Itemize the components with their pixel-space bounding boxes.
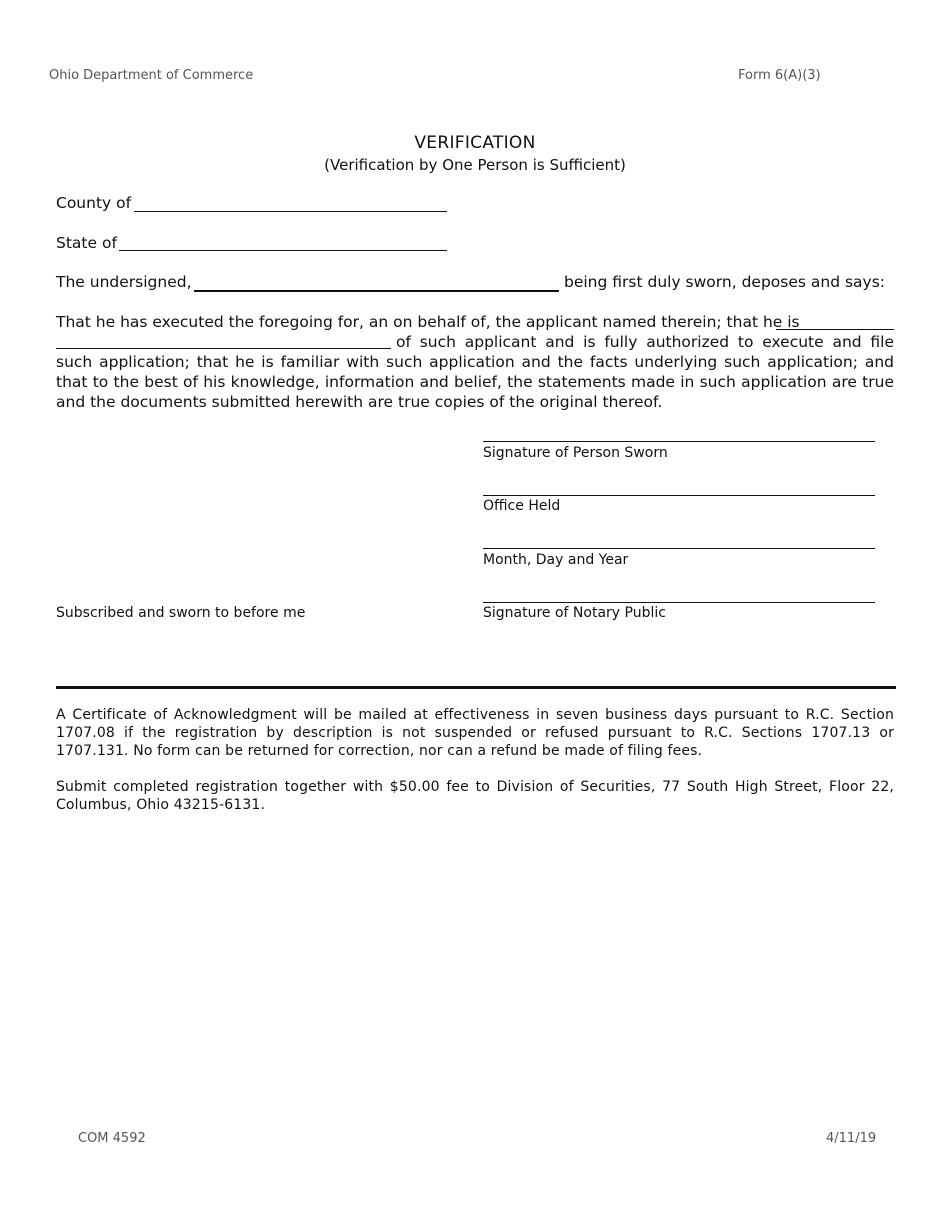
signature-person-sworn-label: Signature of Person Sworn — [483, 445, 668, 461]
revision-date: 4/11/19 — [826, 1131, 877, 1146]
form-id: Form 6(A)(3) — [738, 68, 821, 83]
county-label: County of — [56, 194, 132, 212]
state-field[interactable] — [119, 250, 447, 251]
office-held-line[interactable] — [483, 495, 875, 496]
form-code: COM 4592 — [78, 1131, 146, 1146]
body-text-part1: That he has executed the foregoing for, an on behalf of, the applicant named therein; that he is — [56, 313, 800, 331]
title-held-field[interactable] — [776, 329, 894, 330]
notary-signature-line[interactable] — [483, 602, 875, 603]
notary-signature-label: Signature of Notary Public — [483, 605, 666, 621]
date-label: Month, Day and Year — [483, 552, 629, 568]
office-held-label: Office Held — [483, 498, 561, 514]
certificate-notice: A Certificate of Acknowledgment will be mailed at effectiveness in seven business days pursuant to R.C. Section 1707.08 if the registration by description is not suspended or refused pursuant to R.C. Sections 1707.13 or 1707.131. No form can be returned for correction, nor can a refund be made of filing fees. — [56, 707, 894, 759]
subscribed-sworn-label: Subscribed and sworn to before me — [56, 605, 306, 621]
undersigned-field[interactable] — [194, 290, 559, 292]
date-line[interactable] — [483, 548, 875, 549]
undersigned-label: The undersigned, — [56, 273, 192, 291]
undersigned-suffix: being first duly sworn, deposes and says: — [564, 273, 886, 291]
title-held-field-continued[interactable] — [56, 348, 391, 349]
section-divider — [56, 686, 896, 689]
state-label: State of — [56, 234, 117, 252]
body-text-part2: of such applicant and is fully authorized to execute and file such application; that he is familiar with such application and the facts underlying such application; and that to the best of his knowledge, information and belief, the statements made in such application are true and the documents submitted herewith are true copies of the original thereof. — [56, 333, 894, 411]
agency-name: Ohio Department of Commerce — [49, 68, 254, 83]
submission-notice: Submit completed registration together with $50.00 fee to Division of Securities, 77 South High Street, Floor 22, Columbus, Ohio 43215-6131. — [56, 779, 894, 813]
signature-person-sworn-line[interactable] — [483, 441, 875, 442]
page-title: VERIFICATION — [414, 133, 536, 153]
county-field[interactable] — [134, 211, 447, 212]
page-subtitle: (Verification by One Person is Sufficient) — [324, 156, 626, 174]
